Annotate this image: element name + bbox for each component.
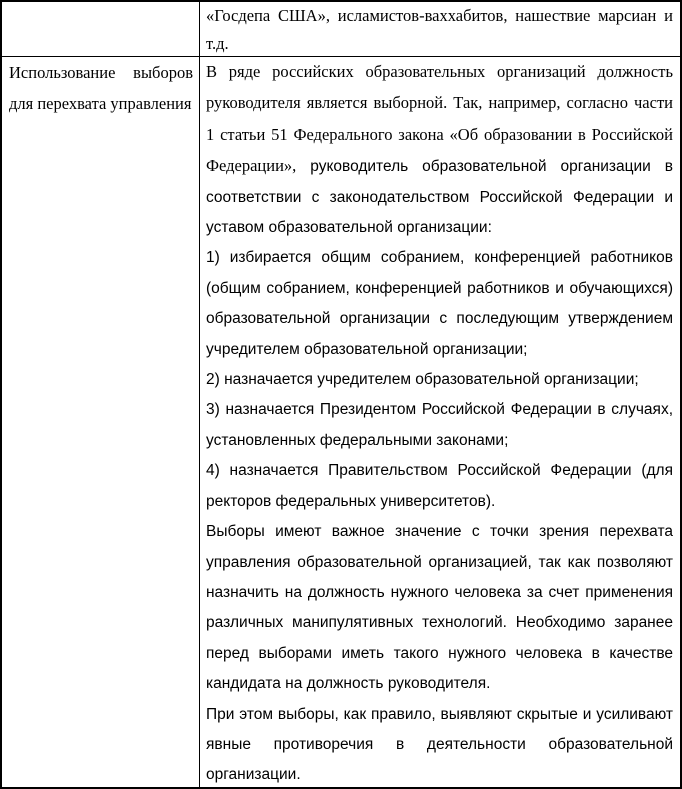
text-segment: соответствии с законодательством Российской Федерации и: [206, 188, 673, 206]
text-line: [206, 304, 673, 334]
text-line: [206, 669, 673, 699]
text-line: [206, 243, 673, 273]
text-line: [206, 274, 673, 304]
text-segment: При этом выборы, как правило, выявляют скрытые и усиливают: [206, 705, 673, 723]
text-line: [206, 639, 673, 669]
text-segment: перед выборами иметь такого нужного человека в качестве: [206, 644, 673, 662]
text-line: [9, 58, 193, 89]
cell-row2-right-body: [200, 57, 680, 787]
text-line: [206, 578, 673, 608]
text-segment: управления образовательной организацией, так как позволяют: [206, 553, 673, 571]
text-segment: установленных федеральными законами;: [206, 431, 509, 449]
text-line: [206, 730, 673, 760]
text-segment: Федерации»,: [206, 156, 297, 176]
cell-row1-right: [200, 2, 680, 57]
text-segment: Выборы имеют важное значение с точки зрения перехвата: [206, 523, 673, 541]
text-segment: явные противоречия в деятельности образовательной: [206, 735, 673, 753]
text-line: [206, 760, 673, 787]
text-segment: учредителем образовательной организации;: [206, 340, 528, 358]
text-segment: Использование выборов: [9, 63, 193, 82]
text-segment: 3) назначается Президентом Российской Федерации в случаях,: [206, 401, 673, 419]
text-segment: кандидата на должность руководителя.: [206, 675, 491, 693]
text-line: [206, 456, 673, 486]
text-line: [206, 335, 673, 365]
text-segment: организации.: [206, 766, 301, 784]
text-segment: 4) назначается Правительством Российской Федерации (для: [206, 462, 673, 480]
text-line: [206, 183, 673, 213]
text-segment: назначить на должность нужного человека за счет применения: [206, 583, 673, 601]
text-line: [206, 213, 673, 243]
text-segment: для перехвата управления: [9, 94, 192, 114]
text-segment: 2) назначается учредителем образовательной организации;: [206, 371, 639, 389]
text-line: [206, 2, 673, 30]
text-segment: руководитель образовательной организации в: [296, 158, 673, 176]
text-segment: руководителя является выборной. Так, например, согласно части: [206, 93, 673, 113]
text-segment: различных манипулятивных технологий. Необходимо заранее: [206, 614, 673, 632]
text-segment: 1) избирается общим собранием, конференцией работников: [206, 249, 673, 267]
text-segment: уставом образовательной организации:: [206, 219, 492, 237]
text-segment: ректоров федеральных университетов).: [206, 492, 496, 510]
text-line: [206, 120, 673, 151]
text-line: [206, 30, 673, 57]
text-segment: (общим собранием, конференцией работников и обучающихся): [206, 279, 673, 297]
cell-row1-left-empty: [2, 2, 200, 57]
text-line: [206, 88, 673, 119]
text-line: [206, 395, 673, 425]
text-line: [206, 548, 673, 578]
text-segment: 1 статьи 51 Федерального закона «Об образовании в Российской: [206, 124, 673, 144]
text-line: [206, 426, 673, 456]
text-segment: образовательной организации с последующим утверждением: [206, 310, 673, 328]
text-line: [206, 517, 673, 547]
text-segment: В ряде российских образовательных организаций должность: [206, 62, 673, 81]
text-line: [206, 700, 673, 730]
text-segment: т.д.: [206, 34, 229, 53]
text-segment: «Госдепа США», исламистов-ваххабитов, нашествие марсиан и: [206, 6, 673, 25]
text-line: [206, 365, 673, 395]
text-line: [9, 89, 193, 120]
text-line: [206, 151, 673, 182]
cell-row2-left-heading: [2, 57, 200, 787]
text-line: [206, 57, 673, 88]
text-line: [206, 608, 673, 638]
text-line: [206, 487, 673, 517]
